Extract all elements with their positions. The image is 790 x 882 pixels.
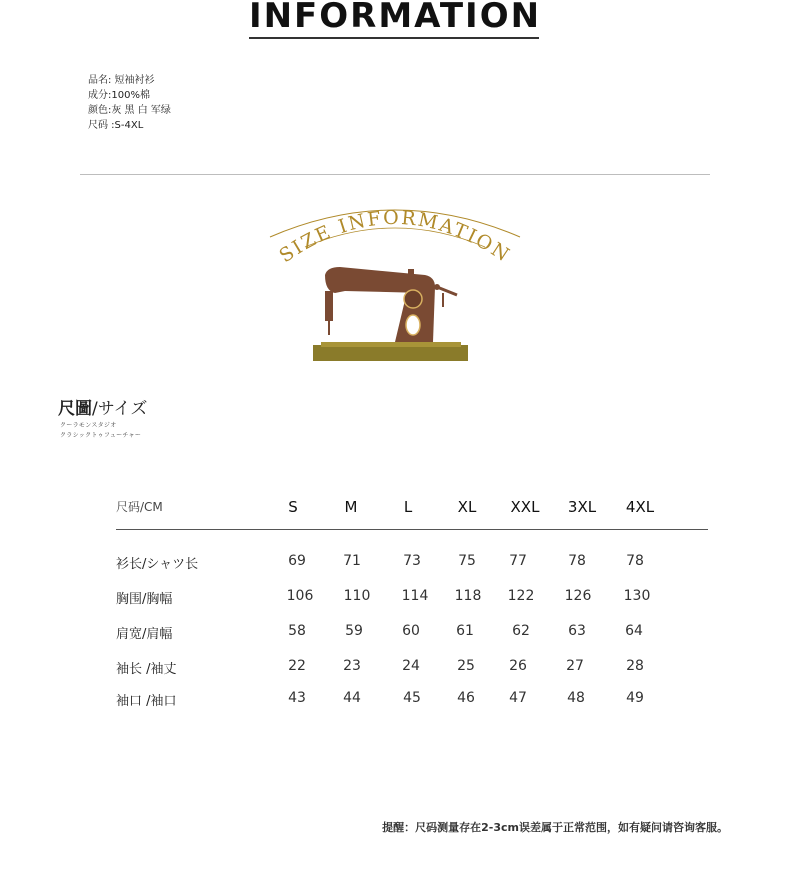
table-row bbox=[116, 588, 708, 608]
table-cell: 126 bbox=[564, 588, 592, 604]
emblem-arc-text: SIZE INFORMATION bbox=[275, 206, 515, 268]
table-cell: 118 bbox=[454, 588, 482, 604]
table-cell: 22 bbox=[288, 658, 306, 674]
table-cell: 25 bbox=[457, 658, 475, 674]
table-cell: 49 bbox=[626, 690, 644, 706]
row-label: 衫长/シャツ长 bbox=[116, 557, 199, 572]
table-cell: 27 bbox=[566, 658, 584, 674]
product-name: 品名: 短袖衬衫 bbox=[88, 75, 155, 86]
size-header-cell: L bbox=[403, 498, 413, 516]
size-information-emblem bbox=[265, 195, 525, 370]
table-row bbox=[116, 690, 708, 710]
size-section-title-rest: /サイズ bbox=[92, 399, 148, 419]
table-cell: 60 bbox=[402, 623, 420, 639]
sewing-machine-icon bbox=[313, 267, 468, 361]
table-cell: 44 bbox=[343, 690, 361, 706]
table-cell: 26 bbox=[509, 658, 527, 674]
product-colors: 颜色:灰 黑 白 军绿 bbox=[88, 105, 171, 116]
size-section-subtitle-2: クラシックトゥフューチャー bbox=[60, 432, 142, 439]
size-header-cell: XXL bbox=[510, 498, 540, 516]
table-cell: 77 bbox=[509, 553, 527, 569]
table-row bbox=[116, 623, 708, 643]
size-header-cell: 4XL bbox=[625, 498, 655, 516]
table-header-rule bbox=[116, 529, 708, 530]
row-label: 肩宽/肩幅 bbox=[116, 627, 173, 642]
table-cell: 58 bbox=[288, 623, 306, 639]
table-cell: 114 bbox=[401, 588, 429, 604]
table-row bbox=[116, 658, 708, 678]
table-cell: 69 bbox=[288, 553, 306, 569]
page-title: INFORMATION bbox=[248, 0, 542, 36]
table-cell: 61 bbox=[456, 623, 474, 639]
product-material: 成分:100%棉 bbox=[88, 90, 150, 101]
table-cell: 64 bbox=[625, 623, 643, 639]
size-table-header bbox=[116, 498, 708, 518]
table-cell: 130 bbox=[623, 588, 651, 604]
table-cell: 59 bbox=[345, 623, 363, 639]
table-cell: 110 bbox=[343, 588, 371, 604]
table-cell: 47 bbox=[509, 690, 527, 706]
size-section-title bbox=[58, 394, 147, 419]
size-header-cell: M bbox=[344, 498, 358, 516]
table-cell: 62 bbox=[512, 623, 530, 639]
table-cell: 106 bbox=[286, 588, 314, 604]
measurement-note: 提醒：尺码测量存在2-3cm误差属于正常范围，如有疑问请咨询客服。 bbox=[382, 821, 728, 834]
product-sizes: 尺码 :S-4XL bbox=[88, 120, 144, 131]
row-label: 袖口 /袖口 bbox=[116, 694, 177, 709]
table-cell: 48 bbox=[567, 690, 585, 706]
table-cell: 73 bbox=[403, 553, 421, 569]
table-row bbox=[116, 553, 708, 573]
table-cell: 78 bbox=[626, 553, 644, 569]
table-cell: 24 bbox=[402, 658, 420, 674]
product-info bbox=[88, 73, 171, 133]
table-cell: 43 bbox=[288, 690, 306, 706]
row-label: 胸围/胸幅 bbox=[116, 592, 173, 607]
table-cell: 75 bbox=[458, 553, 476, 569]
table-cell: 122 bbox=[507, 588, 535, 604]
size-header-cell: XL bbox=[457, 498, 477, 516]
row-label: 袖长 /袖丈 bbox=[116, 662, 177, 677]
table-cell: 45 bbox=[403, 690, 421, 706]
size-section-subtitle-1: クーラモンスタジオ bbox=[60, 422, 117, 429]
table-cell: 63 bbox=[568, 623, 586, 639]
size-header-cell: 3XL bbox=[567, 498, 597, 516]
section-divider bbox=[80, 174, 710, 175]
table-cell: 28 bbox=[626, 658, 644, 674]
table-cell: 78 bbox=[568, 553, 586, 569]
table-cell: 46 bbox=[457, 690, 475, 706]
size-header-cell: S bbox=[288, 498, 298, 516]
table-cell: 71 bbox=[343, 553, 361, 569]
title-underline bbox=[249, 37, 539, 39]
table-cell: 23 bbox=[343, 658, 361, 674]
header-label: 尺码/CM bbox=[116, 500, 163, 514]
size-section-title-bold: 尺圖 bbox=[58, 399, 92, 419]
